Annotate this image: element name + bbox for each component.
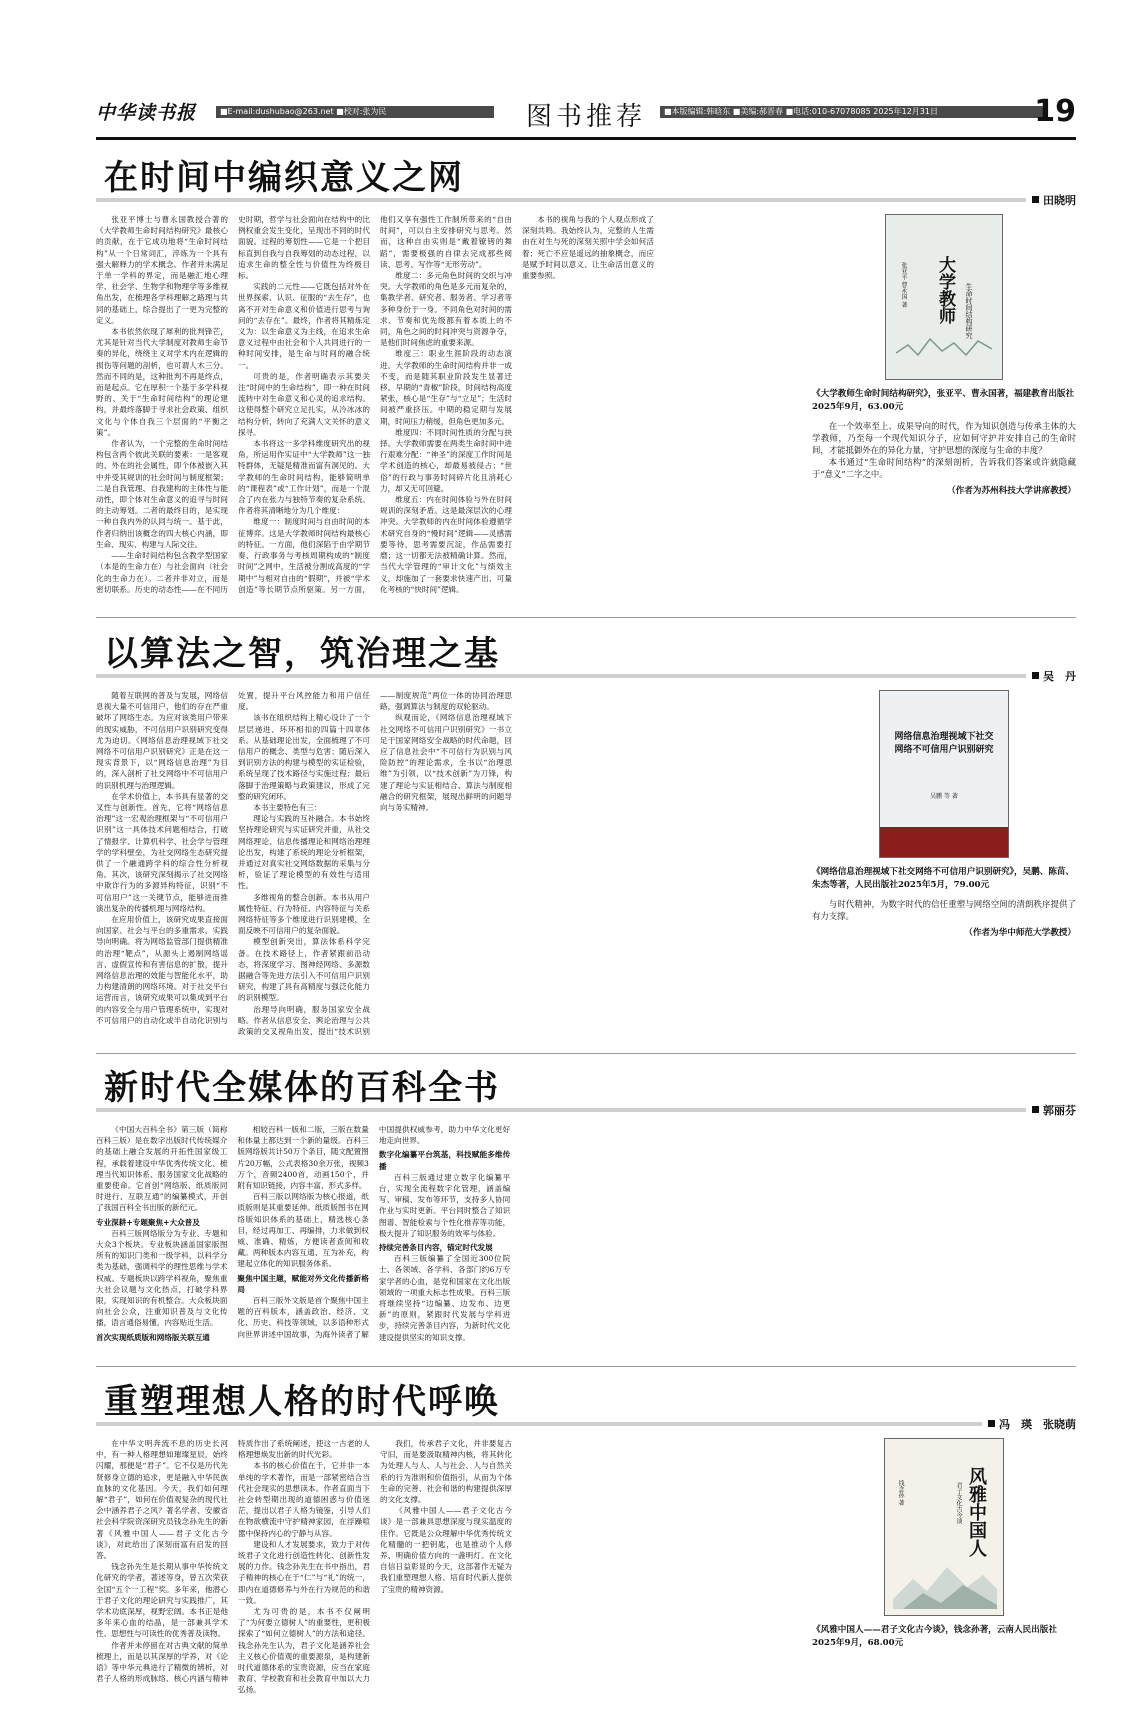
article-1-headline: 在时间中编织意义之网 xyxy=(104,158,464,198)
article-1-endnote xyxy=(812,420,1076,480)
article-4-sidebar xyxy=(812,1438,1076,1650)
book-cover-4 xyxy=(884,1438,1004,1616)
cover-subtitle: 君子文化古今谈 xyxy=(955,1482,962,1524)
paragraph: 我们，传承君子文化，并非要复古守旧，而是要汲取精神内核，将其转化为处理人与人、人与社会、人与自然关系的行为准则和价值指引，从而为个体生命的完善、社会和谐的构建提供深厚的文化支撑。 xyxy=(380,1439,512,1505)
article-3 xyxy=(96,1060,1076,1360)
paragraph: 百科三版以网络版为核心报道，纸质版则是其重要延伸。纸质版图书在网络版知识体系的基础上，精选核心条目，经过再加工、再编排，力求做到权威、准确、精炼，方便读者查阅和收藏。两种版本内容互通、互为补充，构建起立体化的知识服务体系。 xyxy=(237,1192,369,1269)
cover-subtitle: 生命时间结构研究 xyxy=(965,283,973,339)
book-cover-1 xyxy=(885,214,1003,380)
book-cover-2 xyxy=(879,690,1009,858)
article-4-headline: 重塑理想人格的时代呼唤 xyxy=(104,1382,500,1422)
page-number: 19 xyxy=(1034,94,1076,129)
paragraph: 百科三版编纂了全国近300位院士、各领域、各学科、各部门约6万专家学者的心血，是党和国家在文化出版领域的一项重大标志性成果。百科三版将继续坚持“边编纂、边发布、边更新”的原则，紧跟时代发展与学科进步，持续完善条目内容，为新时代文化建设提供坚实的知识支撑。 xyxy=(378,1254,511,1342)
article-3-body xyxy=(96,1124,1076,1356)
paragraph: 在应用价值上，该研究成果直接面向国家、社会与平台的多重需求，实践导向明确。将为网络监管部门提供精准的治理“靶点”，从源头上遏制网络谣言、虚假宣传和有害信息的扩散，提升网络信息治理的效能与智能化水平，助力构建清朗的网络环境。对于社交平台运营而言，该研究成果可以集成到平台的内容安全与用户管理系统中，实现对不可信用户的自动化或半自动化识别与处置，提升平台风控能力和用户信任度。 xyxy=(96,691,370,1025)
book-caption-1: 《大学教师生命时间结构研究》，张亚平、曹永国著，福建教育出版社2025年9月，63.00元 xyxy=(812,389,1075,412)
masthead xyxy=(96,96,1076,136)
cover-authors: 张亚平 曹永国 著 xyxy=(900,262,907,308)
paragraph: 尤为可贵的是，本书不仅阐明了“为何要立德树人”的重要性，更积极探索了“如何立德树人”的方法和途径。钱念孙先生认为，君子文化是涵养社会主义核心价值观的重要源泉，是构建新时代道德体系的宝贵资源，应当在家庭教育、学校教育和社会教育中加以大力弘扬。 xyxy=(238,1607,370,1695)
editors-info: ■本版编辑:韩晗东 ■美编:郝晋春 ■电话:010-67078085 2025年12月31日 xyxy=(660,106,1046,118)
paragraph: 本书的视角与我的个人观点形成了深刻共鸣。我始终认为，完整的人生需由在对生与死的深刻关照中学会如何活着；死亡不应是遥远的抽象概念，而应是赋予时间以意义、让生命活出意义的重要参照。 xyxy=(522,215,654,281)
paragraph: 本书主要特色有三： xyxy=(253,803,322,813)
paragraph: 可贵的是，作者明确表示其要关注“时间中的生命结构”，即一种在时间流转中对生命意义和心灵的追求结构。这使得整个研究立足扎实，从冷冰冰的结构分析，转向了充满人文关怀的意义探寻。 xyxy=(238,371,370,437)
newspaper-logo: 中华读书报 xyxy=(96,102,197,124)
article-4-byline: 冯 瑛 张晓萌 xyxy=(982,1416,1076,1432)
paragraph: 理论与实践的互补融合。本书始终坚持理论研究与实证研究并重，从社交网络理论、信息传播理论和网络治理理论出发，构建了系统的理论分析框架，并通过对真实社交网络数据的采集与分析，验证了理论模型的有效性与适用性。 xyxy=(238,814,370,891)
book-caption-4: 《风雅中国人——君子文化古今谈》，钱念孙著，云南人民出版社2025年9月，68.00元 xyxy=(812,1625,1057,1648)
paragraph: 在中华文明奔流不息的历史长河中，有一种人格理想如璀璨星辰，始终闪耀，那便是“君子”。它不仅是历代先贤修身立德的追求，更是融入中华民族血脉的文化基因。今天，我们如何理解“君子”，如何在价值观复杂的现代社会中涵养君子之风？著名学者、安徽省社会科学院资深研究员钱念孙先生的新著《风雅中国人——君子文化古今谈》，对此给出了深刻而富有启发的回答。 xyxy=(96,1439,228,1561)
paragraph: 维度一：制度时间与自由时间的本征博弈。这是大学教师时间结构最核心的特征。一方面，他们深陷于由学期节奏、行政事务与考核周期构成的“制度时间”之网中，生活被分割成高度的“学期中”与相对自由的“假期”，并被“学术创造”等长期节点所驱策。另一方面，他们又享有强性工作制所带来的“自由时间”，可以自主安排研究与思考。然而，这种自由实则是“戴着镣铐的舞蹈”，需要极强的自律去完成那些阅读、思考、写作等“无形劳动”。 xyxy=(238,215,512,594)
article-1-byline: 田晓明 xyxy=(1026,192,1076,208)
paragraph: 本书将这一多学科维度研究出的视角，所运用作实证中“大学教师”这一独特群体，无疑是精准而富有洞见的。大学教师的生命时间结构，能够简明单的“课程表”或“工作计划”，而是一个混合了内在张力与独特节奏的复杂系统。作者将其清晰地分为几个维度： xyxy=(238,439,370,516)
paragraph: 治理导向明确，服务国家安全战略。作者从信息安全、舆论治理与公共政策的交叉视角出发，提出“技术识别——制度规范”两位一体的协同治理思路，强调算法与制度的双轮驱动。 xyxy=(238,691,512,1037)
article-2-byline: 吴 丹 xyxy=(1026,668,1076,684)
paragraph: 多维视角的整合创新。本书从用户属性特征、行为特征、内容特征与关系网络特征等多个维度进行识别建模，全面反映不可信用户的复杂面貌。 xyxy=(238,892,370,936)
masthead-rule xyxy=(96,137,1076,140)
cover-title: 大学教师 xyxy=(935,256,955,324)
author-credit-1: （作者为苏州科技大学讲席教授） xyxy=(947,486,1076,496)
article-3-headline: 新时代全媒体的百科全书 xyxy=(104,1068,500,1108)
paragraph: 在学术价值上，本书具有显著的交叉性与创新性。首先，它将“网络信息治理”这一宏观治理框架与“不可信用户识别”这一具体技术问题相结合，打破了情报学、计算机科学、社会学与管理学的学科壁垒，为社交网络生态研究提供了一个融通跨学科的综合性分析视角。其次，该研究深刻揭示了社交网络中欺诈行为的多源异构特征，识别“不可信用户”这一关键节点，能够进而推演出复杂的传播机理与网络结构。 xyxy=(96,791,228,913)
author-credit-2: （作者为华中师范大学教授） xyxy=(964,928,1076,938)
article-4-body xyxy=(96,1438,796,1706)
byline-bar xyxy=(96,674,1076,678)
paragraph: 在一个效率至上、成果导向的时代，作为知识创造与传承主体的大学教师，乃至每一个现代知识分子，应如何守护并安排自己的生命时间，才能抵御外在的异化力量，守护思想的深度与生命的丰度？ xyxy=(812,421,1076,455)
paragraph: 本书的核心价值在于，它并非一本单纯的学术著作，而是一部紧密结合当代社会现实的思想读本。作者直面当下社会转型期出现的道德困惑与价值迷茫，提出以君子人格为镜鉴，引导人们在物欲横流中守护精神家园，在浮躁喧嚣中保持内心的宁静与从容。 xyxy=(238,1461,370,1538)
article-2-sidebar xyxy=(812,690,1076,938)
paragraph: 百科三版通过建立数字化编纂平台，实现全流程数字化管理，涵盖编写、审稿、发布等环节，支持多人协同作业与实时更新。平台同时整合了知识图谱、智能检索与个性化推荐等功能，极大提升了知识服务的效率与体验。 xyxy=(378,1172,511,1238)
paragraph: 维度三：职业生涯阶段的动态演进。大学教师的生命时间结构并非一成不变，而是随其职业阶段发生显著迁移。早期的“青椒”阶段，时间结构高度紧张，核心是“生存”与“立足”；生活时间被严重挤压。中期的稳定期与发展期，时间压力稍缓，但角色更加多元。 xyxy=(380,349,512,426)
paragraph: 百科三版网络版分为专业、专题和大众3个板块。专业板块涵盖国家版图所有的知识门类和一级学科，以科学分类为基础，强调科学的理性思维与学术权威。专题板块以跨学科视角，聚焦重大社会议题与文化热点，打破学科界限，实现知识的有机整合。大众板块面向社会公众，注重知识普及与文化传播，语言通俗易懂，内容贴近生活。 xyxy=(96,1228,228,1328)
paragraph: 该书在组织结构上精心设计了一个层层递进、环环相扣的四篇十四章体系。从基础理论出发，全面梳理了不可信用户的概念、类型与危害；随后深入到识别方法的构建与模型的实证检验，系统呈现了技术路径与实施过程；最后落脚于治理策略与政策建议，形成了完整的研究闭环。 xyxy=(238,713,370,801)
paragraph: 作者认为，一个完整的生命时间结构包含两个彼此关联的要素：一是客观的、外在的社会属性，即个体被嵌入其中并受其规训的社会时间与制度框架；二是自我管理、自我建构的主体性与能动性，即个体对生命意义的追寻与时间的主动筹划。二者的最终目的，是实现一种自我内外的认同与统一。基于此，作者归纳出该概念的四大核心内涵，即生命、现实、构建与人际交往。 xyxy=(96,439,228,549)
cover-title: 风雅中国人 xyxy=(966,1467,987,1557)
paragraph: 作者并未停留在对古典文献的简单梳理上，而是以其深厚的学养，对《论语》等中华元典进行了精微的辨析，对君子人格的形成脉络、核心内涵与精神特质作出了系统阐述，使这一古老的人格理想焕发出新的时代光彩。 xyxy=(96,1439,370,1684)
article-1-body xyxy=(96,214,796,606)
paragraph: 随着互联网的普及与发展，网络信息视大量不可信用户，他们的存在严重破坏了网络生态。为应对该类用户带来的现实威胁，不可信用户识别研究变得尤为迫切。《网络信息治理视域下社交网络不可信用户识别研究》正是在这一现实背景下，以“网络信息治理”为目的，深入剖析了社交网络中不可信用户的识别机理与治理逻辑。 xyxy=(96,691,228,790)
article-1 xyxy=(96,150,1076,610)
article-4 xyxy=(96,1374,1076,1714)
paragraph: 维度五：内在时间体验与外在时间规训的深刻矛盾。这是最深层次的心理冲突。大学教师的内在时间体验遵循学术研究自身的“慢时间”逻辑——灵感需要等待，思考需要沉淀，作品需要打磨；这一切都无法被精确计算。然而，当代大学管理的“审计文化”与绩效主义，却施加了一套要求快速产出、可量化考核的“快时间”逻辑。 xyxy=(380,495,512,594)
article-divider xyxy=(96,1366,1076,1367)
paragraph: 《风雅中国人——君子文化古今谈》是一部兼具思想深度与现实温度的佳作。它既是公众理解中华优秀传统文化精髓的一把钥匙，也是推动个人修养、明确价值方向的一盏明灯。在文化自信日益彰显的今天，这部著作无疑为我们重塑理想人格、培育时代新人提供了宝贵的精神资源。 xyxy=(380,1506,512,1594)
cover-authors: 吴鹏 等 著 xyxy=(930,793,958,800)
paragraph: 维度四：不同时间性质的分配与抉择。大学教师需要在两类生命时间中进行艰难分配：“神圣”的深度工作时间是学术创造的核心，却最易被侵占；“世俗”的行政与事务时间碎片化且消耗心力，却又无可回避。 xyxy=(380,427,512,493)
article-2-endnote xyxy=(812,898,1076,922)
subheading: 持续完善条目内容，锚定时代发展 xyxy=(378,1243,493,1253)
article-divider xyxy=(96,1053,1076,1054)
paragraph: 《中国大百科全书》第三版（简称百科三版）是在数字出版时代传统媒介的基础上融合发展的开拓性国家级工程，承载着建设中华优秀传统文化、梳理当代知识体系、服务国家文化战略的重要使命。它首创“网络版、纸质版同时进行、互联互通”的编纂模式，开创了我国百科全书出版的新纪元。 xyxy=(96,1125,228,1213)
paragraph: 与时代精神，为数字时代的信任重塑与网络空间的清朗秩序提供了有力支撑。 xyxy=(812,899,1076,921)
paragraph: 建设和人才发展要求，致力于对传统君子文化进行创造性转化、创新性发展的力作。钱念孙先生在书中指出，君子精神的核心在于“仁”与“礼”的统一，即内在道德修养与外在行为规范的和谐一致。 xyxy=(238,1539,370,1605)
paragraph: 相较百科一版和二版，三版在数量和体量上都达到一个新的量级。百科三版网络版共计50万个条目，随文配置图片20万幅，公式表格30余万张，视频3万个，音频2400首，动画150个，并附有知识链接，内容丰富、形式多样。 xyxy=(237,1125,369,1191)
article-2 xyxy=(96,626,1076,1046)
byline-bar xyxy=(96,1108,1076,1112)
article-divider xyxy=(96,617,1076,618)
subheading: 专业深耕+专题聚焦+大众普及 xyxy=(96,1217,200,1227)
paragraph: 钱念孙先生是长期从事中华传统文化研究的学者，著述等身，曾五次荣获全国“五个一工程”奖。多年来，他潜心于君子文化的理论研究与实践推广，其学术功底深厚，视野宏阔。本书正是他多年来心血的结晶，是一部兼具学术性、思想性与可读性的优秀普及读物。 xyxy=(96,1562,228,1639)
byline-bar xyxy=(96,198,1076,202)
email-info: ■E-mail:dushubao@263.net ■校对:张为民 xyxy=(216,106,494,118)
paragraph: 模型创新突出，算法体系科学完备。在技术路径上，作者紧跟前沿动态，将深度学习、图神经网络、多源数据融合等先进方法引入不可信用户识别研究，构建了具有高精度与强泛化能力的识别模型。 xyxy=(238,937,370,1003)
cover-landscape-graphic xyxy=(893,1549,997,1609)
paragraph: 本书依然依现了犀利的批判锋芒，尤其是针对当代大学制度对教师生命节奏的异化，绕绕主义对学术内在逻辑的损伤等问题的剖析，也可谓人木三分。然而不同的是，这种批判不再是终点，而是起点。它在厚积一个基于多学科视野的、关于“生命时间结构”的理论建构，并最终落脚于寻求社会政策、组织文化与个体自我三个层面的“平衡之策”。 xyxy=(96,327,228,437)
article-2-headline: 以算法之智，筑治理之基 xyxy=(104,634,500,674)
subheading: 聚焦中国主题，赋能对外文化传播新格局 xyxy=(237,1273,369,1294)
paragraph: 纵观而论，《网络信息治理视域下社交网络不可信用户识别研究》一书立足于国家网络安全战略的时代命题，回应了信息社会中“不可信行为识别与风险防控”的理论需求，全书以“治理思维”为引领，以“技术创新”为刀锋，构建了理论与实证相结合、算法与制度相融合的研究框架，展现出鲜明的问题导向与务实精神。 xyxy=(380,713,512,813)
paragraph: 实践的二元性——它既包括对外在世界探索、认识、征服的“去生存”，也离不开对生命意义和价值进行思考与询问的“去存在”。最终，作者将其精炼定义为：以生命意义为主线，在追求生命意义过程中由社会和个人共同进行的一种时间安排，是生命与时间的融合统一。 xyxy=(238,282,370,370)
subheading: 数字化编纂平台筑基，科技赋能多维传播 xyxy=(378,1150,511,1171)
book-caption-2: 《网络信息治理视域下社交网络不可信用户识别研究》，吴鹏、陈苗、朱杰等著，人民出版社2025年5月，79.00元 xyxy=(812,867,1075,890)
article-1-sidebar xyxy=(812,214,1076,496)
paragraph: 张亚平博士与曹永国教授合著的《大学教师生命时间结构研究》最核心的贡献，在于它成功地将“生命时间结构”从一个日常词汇，淬炼为一个具有强大解释力的学术概念。作者并未满足于单一学科的界定，而是融汇地心理学、社会学、生物学和物理学等多维视角出发，在梳理各学科理解之路理与共同的基础上，综合提出了一更为完整的定义。 xyxy=(96,215,228,325)
cover-wave-graphic xyxy=(896,333,992,363)
paragraph: 本书通过“生命时间结构”的深刻剖析，告诉我们答案或许就隐藏于“意义”二字之中。 xyxy=(812,457,1076,479)
section-title: 图书推荐 xyxy=(526,102,647,132)
cover-title: 网络信息治理视域下社交网络不可信用户识别研究 xyxy=(894,732,994,755)
article-3-byline: 郭丽芬 xyxy=(1026,1102,1076,1118)
subheading: 首次实现纸质版和网络版关联互通 xyxy=(96,1332,210,1342)
paragraph: 维度二：多元角色时间的交织与冲突。大学教师的角色是多元而复杂的，集教学者、研究者、服务者、学习者等多种身份于一身。不同角色对时间的需求、节奏和优先级都有着本质上的不同，角色之间的时间冲突与资源争夺，是他们时间焦虑的重要来源。 xyxy=(380,271,512,348)
cover-band xyxy=(880,827,1008,857)
paragraph: ——生命时间结构包含教学型国家（本是的生命力在）与社会面向（社会化的生命力在）。二者并非对立，而是密切联系。历史的动态性——在不同历史时期，哲学与社会面向在结构中的比例权重会发生变化，呈现出不同的时代面貌。过程的筹划性——它是一个把目标直到自我与自我筹划的动态过程，以追求生命的整全性与价值性为终极目标。 xyxy=(96,215,370,594)
cover-authors: 钱念孙 著 xyxy=(897,1480,904,1506)
byline-bar xyxy=(96,1422,1076,1426)
article-2-body xyxy=(96,690,796,1048)
paragraph: 百科三版外文版是首个聚焦中国主题的百科版本，涵盖政治、经济、文化、历史、科技等领域，以多语种形式向世界讲述中国故事，为海外读者了解中国提供权威参考，助力中华文化更好地走向世界。 xyxy=(237,1125,511,1339)
